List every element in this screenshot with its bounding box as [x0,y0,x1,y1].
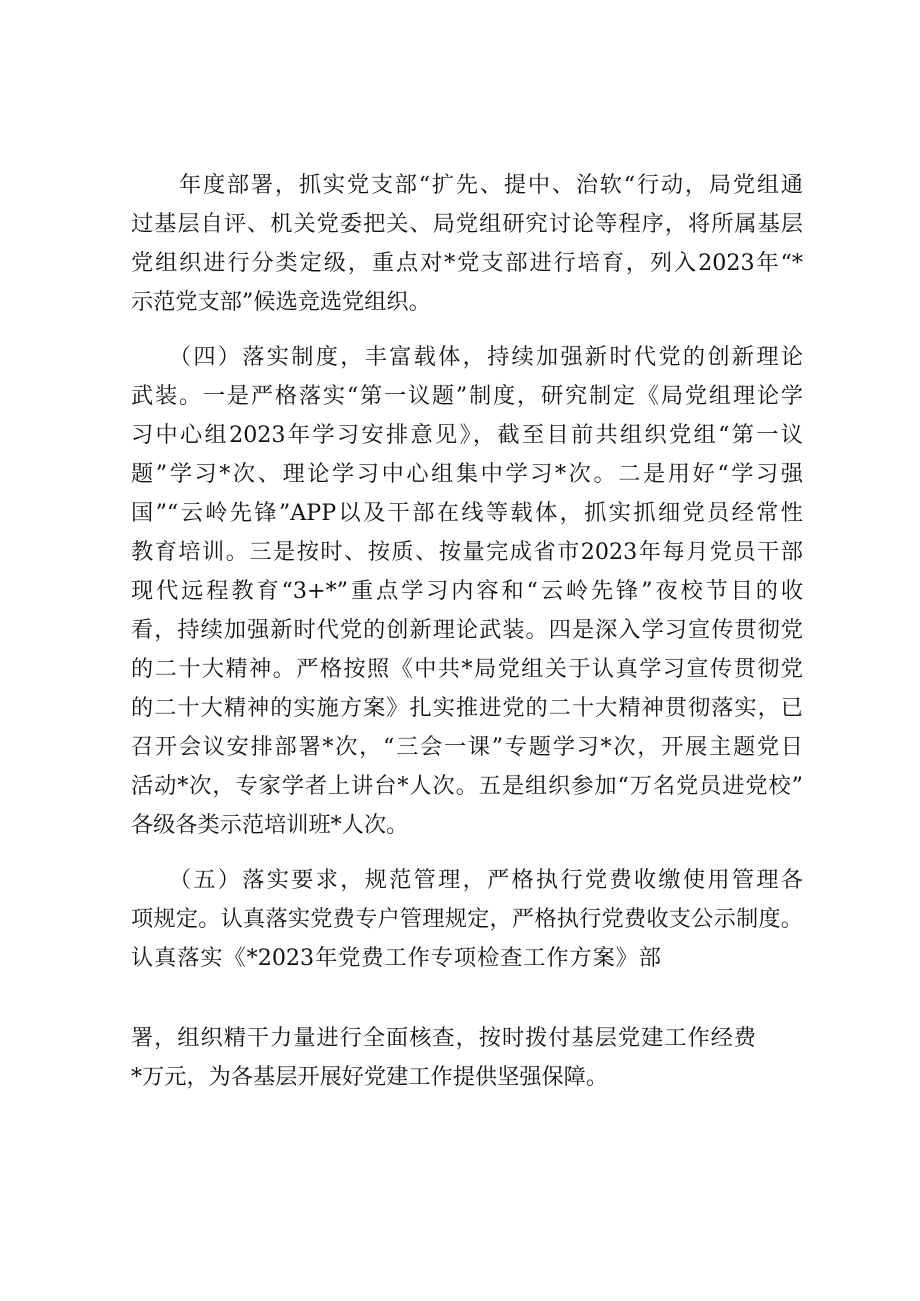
text-line: 署，组织精干力量进行全面核查，按时拨付基层党建工作经费 [131,1025,756,1051]
text-line: 题”学习*次、理论学习中心组集中学习*次。二是用好“学习强 [131,461,803,487]
text-line: 看，持续加强新时代党的创新理论武装。四是深入学习宣传贯彻党 [131,617,803,643]
text-line: 党组织进行分类定级，重点对*党支部进行培育，列入2023年“* [131,250,803,276]
text-line: 过基层自评、机关党委把关、局党组研究讨论等程序，将所属基层 [131,211,803,237]
text-line: 武装。一是严格落实“第一议题”制度，研究制定《局党组理论学 [131,383,803,409]
text-line: 习中心组2023年学习安排意见》，截至目前共组织党组“第一议 [131,422,803,448]
text-line: 的二十大精神。严格按照《中共*局党组关于认真学习宣传贯彻党 [131,656,803,682]
text-line: 召开会议安排部署*次，“三会一课”专题学习*次，开展主题党日 [131,734,803,760]
text-line: （五）落实要求，规范管理，严格执行党费收缴使用管理各 [131,867,803,893]
text-line: *万元，为各基层开展好党建工作提供坚强保障。 [131,1064,609,1090]
text-line: 示范党支部”候选竞选党组织。 [131,289,431,315]
text-line: 教育培训。三是按时、按质、按量完成省市2023年每月党员干部 [131,539,803,565]
text-line: 现代远程教育“3+*”重点学习内容和“云岭先锋”夜校节目的收 [131,578,803,604]
text-line: （四）落实制度，丰富载体，持续加强新时代党的创新理论 [131,344,803,370]
text-line: 各级各类示范培训班*人次。 [131,812,409,838]
text-line: 的二十大精神的实施方案》扎实推进党的二十大精神贯彻落实，已 [131,695,803,721]
text-line: 项规定。认真落实党费专户管理规定，严格执行党费收支公示制度。 [131,906,803,932]
text-line: 年度部署，抓实党支部“扩先、提中、治软“行动，局党组通 [131,172,803,198]
text-line: 认真落实《*2023年党费工作专项检查工作方案》部 [131,945,661,971]
text-line: 国”“云岭先锋”APP以及干部在线等载体，抓实抓细党员经常性 [131,500,803,526]
text-line: 活动*次，专家学者上讲台*人次。五是组织参加“万名党员进党校” [131,773,803,799]
